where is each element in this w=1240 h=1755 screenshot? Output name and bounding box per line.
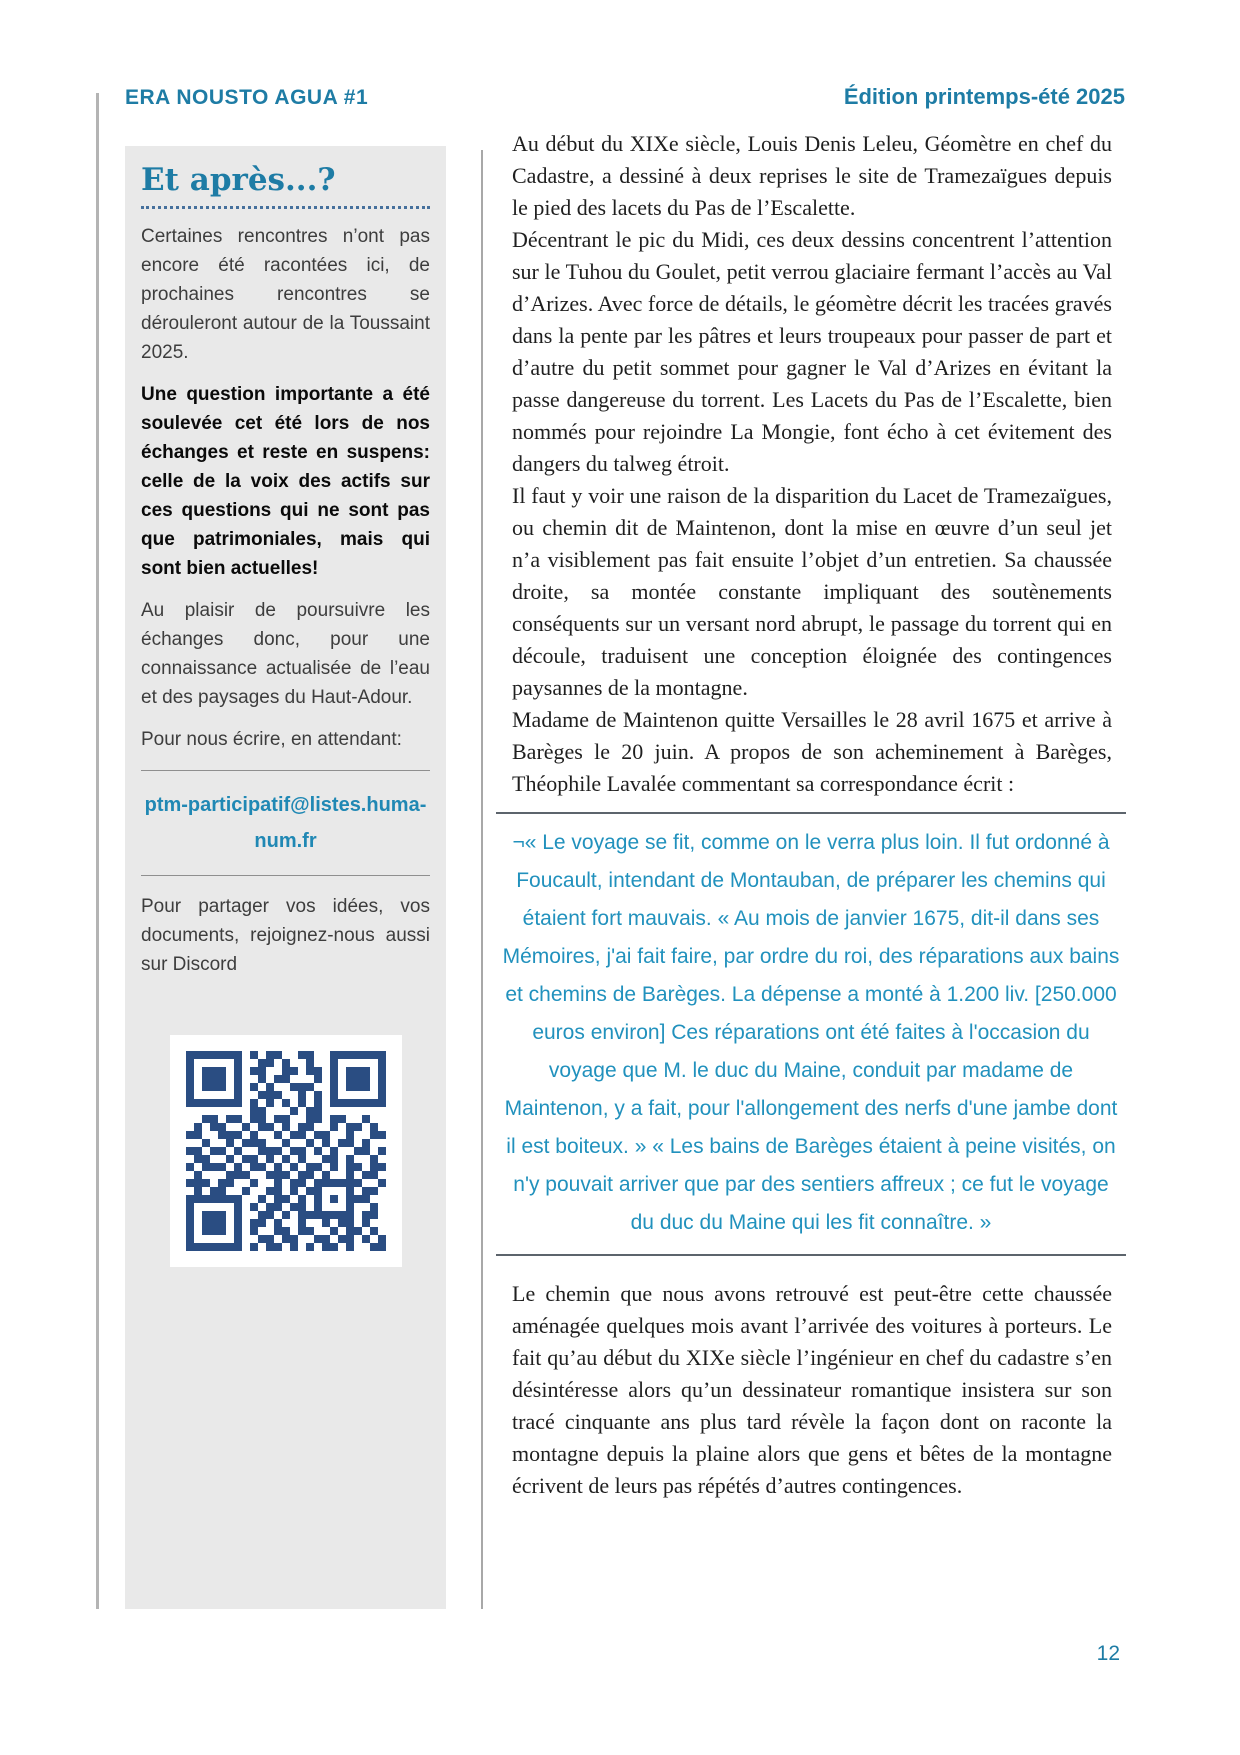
newsletter-title: ERA NOUSTO AGUA #1 [125, 86, 369, 109]
article-paragraph-2: Décentrant le pic du Midi, ces deux dessins concentrent l’attention sur le Tuhou du Goulet, petit verrou glaciaire fermant l’accès au Val d’Arizes. Avec force de détails, le géomètre décrit les tracées gravés dans la pente par les pâtres et leurs troupeaux pour passer de part et d’autre du petit sommet pour gagner le Val d’Arizes en évitant la passe dangereuse du torrent. Les Lacets du Pas de l’Escalette, bien nommés pour rejoindre La Mongie, font écho à cet évitement des dangers du talweg étroit. [512, 227, 1112, 476]
sidebar-rule-bottom [141, 875, 430, 876]
article-paragraph-5: Le chemin que nous avons retrouvé est peut-être cette chaussée aménagée quelques mois avant l’arrivée des voitures à porteurs. Le fait qu’au début du XIXe siècle l’ingénieur en chef du cadastre s’en désintéresse alors qu’un dessinateur romantique insistera sur son tracé cinquante ans plus tard révèle la façon dont on raconte la montagne depuis la plaine alors que gens et bêtes de la montagne écrivent de leurs pas répétés d’autres contingences. [512, 1281, 1112, 1498]
dotted-separator [141, 206, 430, 209]
qr-code-grid [186, 1051, 386, 1251]
page-left-rule [96, 93, 99, 1609]
qr-code [170, 1035, 402, 1267]
column-divider-rule [481, 150, 483, 1609]
article-paragraph-4: Madame de Maintenon quitte Versailles le 28 avril 1675 et arrive à Barèges le 20 juin. A propos de son acheminement à Barèges, Théophile Lavalée commentant sa correspondance écrit : [512, 707, 1112, 796]
sidebar-title: Et après...? [141, 162, 336, 198]
quote-rule-top [496, 812, 1126, 814]
edition-label: Édition printemps-été 2025 [843, 84, 1125, 109]
sidebar-paragraph-5: Pour partager vos idées, vos documents, rejoignez-nous aussi sur Discord [141, 896, 430, 975]
sidebar-paragraph-2: Une question importante a été soulevée cet été lors de nos échanges et reste en suspens: celle de la voix des actifs sur ces questions qui ne sont pas que patrimoniales, mais qui sont bien actuelles! [141, 384, 430, 579]
historical-quote: ¬« Le voyage se fit, comme on le verra plus loin. Il fut ordonné à Foucault, intendant de Montauban, de préparer les chemins qui étaient fort mauvais. « Au mois de janvier 1675, dit-il dans ses Mémoires, j'ai fait faire, par ordre du roi, des réparations aux bains et chemins de Barèges. La dépense a monté à 1.200 liv. [250.000 euros environ] Ces réparations ont été faites à l'occasion du voyage que M. le duc du Maine, conduit par madame de Maintenon, y a fait, pour l'allongement des nerfs d'une jambe dont il est boiteux. » « Les bains de Barèges étaient à peine visités, on n'y pouvait arriver que par des sentiers affreux ; ce fut le voyage du duc du Maine qui les fit connaître. » [502, 831, 1120, 1234]
sidebar-rule-top [141, 770, 430, 771]
contact-email-link[interactable]: ptm-participatif@listes.huma-num.fr [144, 794, 427, 852]
quote-rule-bottom [496, 1254, 1126, 1256]
sidebar-panel [125, 146, 446, 1609]
main-article [502, 128, 1120, 1502]
article-paragraph-3: Il faut y voir une raison de la disparition du Lacet de Tramezaïgues, ou chemin dit de Maintenon, dont la mise en œuvre d’un seul jet n’a visiblement pas fait ensuite l’objet d’un entretien. Sa chaussée droite, sa montée constante impliquant des soutènements conséquents sur un versant nord abrupt, le passage du torrent qui en découle, traduisent une conception éloignée des contingences paysannes de la montagne. [512, 483, 1112, 700]
sidebar-paragraph-3: Au plaisir de poursuivre les échanges donc, pour une connaissance actualisée de l’eau et des paysages du Haut-Adour. [141, 600, 430, 708]
sidebar-paragraph-1: Certaines rencontres n’ont pas encore été racontées ici, de prochaines rencontres se dérouleront autour de la Toussaint 2025. [141, 226, 430, 363]
sidebar-paragraph-4: Pour nous écrire, en attendant: [141, 729, 402, 750]
page-header [125, 84, 1125, 110]
page-number: 12 [1096, 1642, 1120, 1665]
article-paragraph-1: Au début du XIXe siècle, Louis Denis Leleu, Géomètre en chef du Cadastre, a dessiné à deux reprises le site de Tramezaïgues depuis le pied des lacets du Pas de l’Escalette. [512, 131, 1112, 220]
